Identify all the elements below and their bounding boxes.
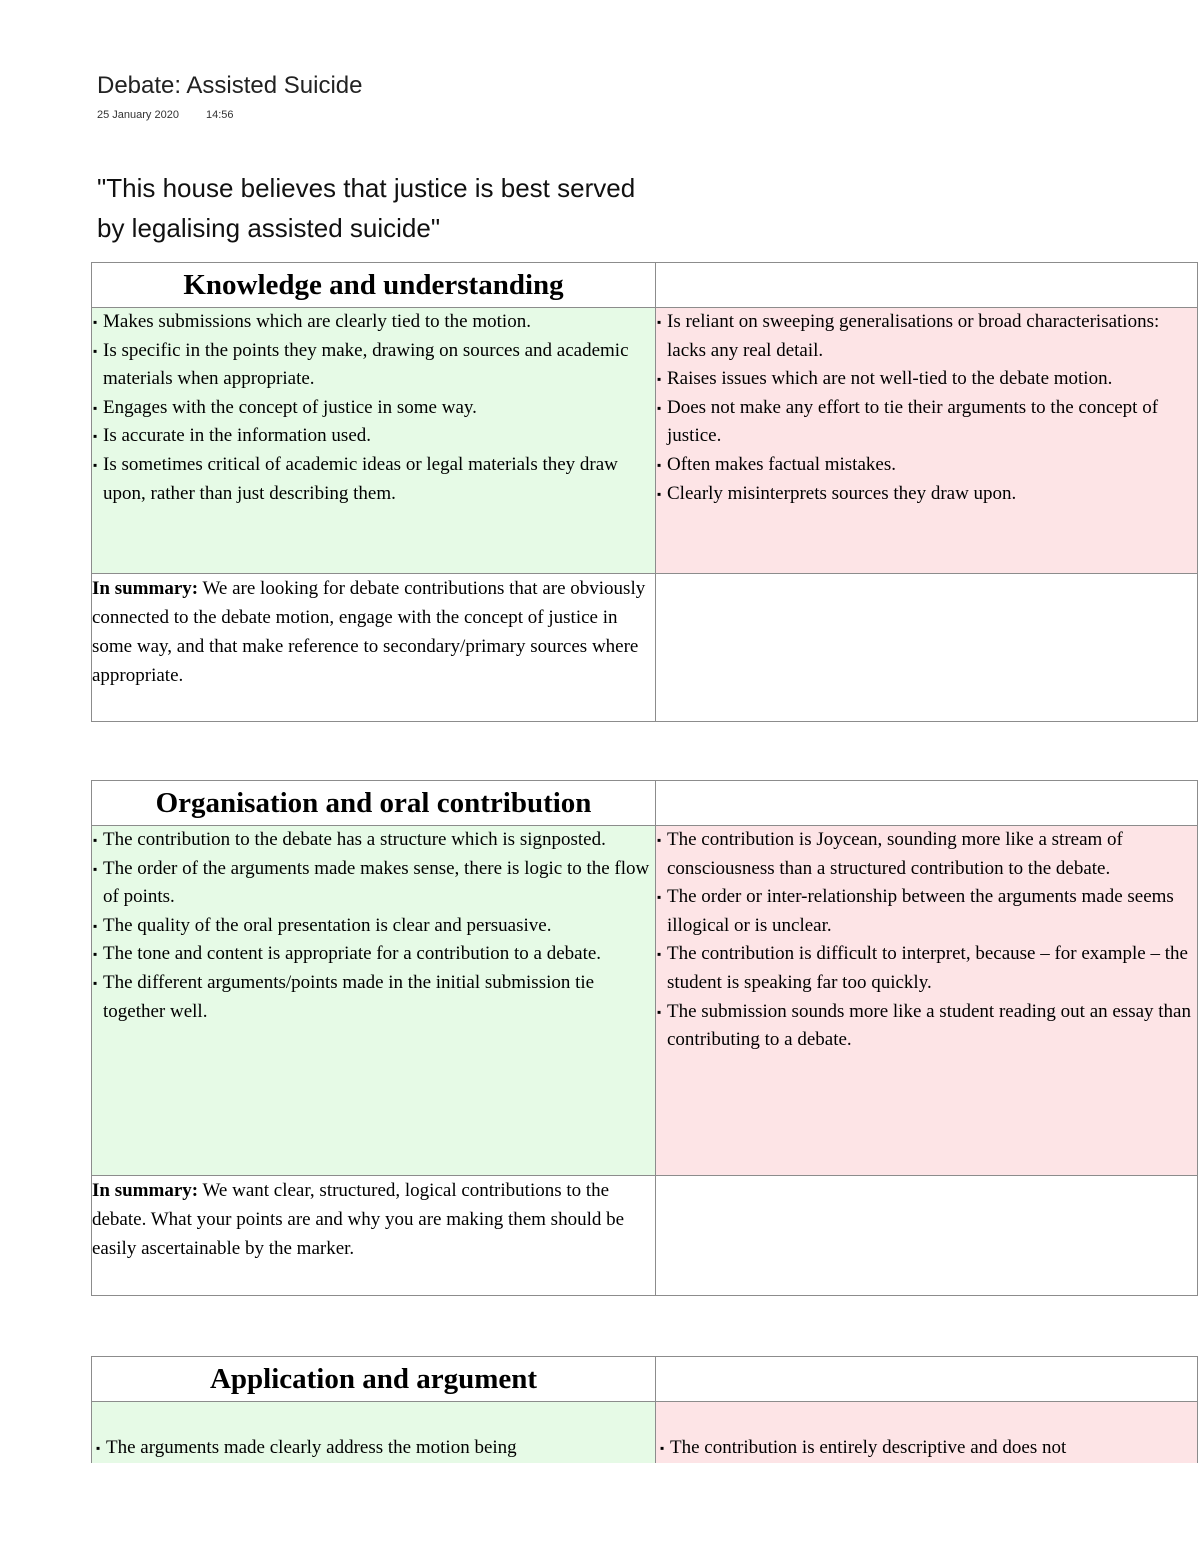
list-item: ▪ Clearly misinterprets sources they draw upon.: [656, 480, 1197, 509]
list-item: ▪ The order of the arguments made makes sense, there is logic to the flow of points.: [92, 855, 655, 912]
rubric-table-application: [91, 1356, 1198, 1472]
motion-line-2: by legalising assisted suicide": [97, 213, 441, 243]
list-item: ▪ Is accurate in the information used.: [92, 422, 655, 451]
page-date: 25 January 2020: [97, 109, 179, 121]
empty-header-cell: [656, 781, 1198, 826]
empty-header-cell: [656, 263, 1198, 308]
summary-label: In summary:: [92, 1180, 199, 1201]
list-item: ▪ Is sometimes critical of academic ideas or legal materials they draw upon, rather than just describing them.: [92, 451, 655, 508]
page-bottom-margin: [0, 1463, 1200, 1553]
list-item: ▪ The contribution to the debate has a structure which is signposted.: [92, 826, 655, 855]
page-time: 14:56: [206, 109, 234, 121]
summary-text: We are looking for debate contributions that are obviously connected to the debate motion, engage with the concept of justice in some way, and that make reference to secondary/primary sources where appropriate.: [92, 578, 646, 686]
bad-criteria-list: [656, 308, 1197, 508]
empty-summary-cell: [656, 1176, 1198, 1296]
list-item: ▪ The order or inter-relationship between the arguments made seems illogical or is unclear.: [656, 883, 1197, 940]
list-item: ▪ The contribution is Joycean, sounding more like a stream of consciousness than a structured contribution to the debate.: [656, 826, 1197, 883]
list-item: ▪ The different arguments/points made in the initial submission tie together well.: [92, 969, 655, 1026]
empty-header-cell: [656, 1357, 1198, 1402]
page-title: Debate: Assisted Suicide: [97, 72, 363, 99]
bad-criteria-list: [659, 1434, 1193, 1463]
list-item: ▪ Is specific in the points they make, drawing on sources and academic materials when appropriate.: [92, 337, 655, 394]
list-item: ▪ The quality of the oral presentation is clear and persuasive.: [92, 912, 655, 941]
empty-summary-cell: [656, 574, 1198, 722]
good-criteria-cell: [92, 826, 656, 1176]
summary-text: We want clear, structured, logical contributions to the debate. What your points are and why you are making them should be easily ascertainable by the marker.: [92, 1180, 625, 1259]
list-item: ▪ The submission sounds more like a student reading out an essay than contributing to a debate.: [656, 998, 1197, 1055]
bad-criteria-cell: [656, 308, 1198, 574]
rubric-table-organisation: [91, 780, 1198, 1296]
good-criteria-list: [92, 826, 655, 1026]
list-item: ▪ The contribution is difficult to interpret, because – for example – the student is speaking far too quickly.: [656, 940, 1197, 997]
section-heading: Knowledge and understanding: [92, 263, 656, 308]
list-item: ▪ Is reliant on sweeping generalisations or broad characterisations: lacks any real detail.: [656, 308, 1197, 365]
list-item: ▪ Often makes factual mistakes.: [656, 451, 1197, 480]
good-criteria-cell: [92, 1402, 656, 1472]
list-item: ▪ Raises issues which are not well-tied to the debate motion.: [656, 365, 1197, 394]
bad-criteria-cell: [656, 1402, 1198, 1472]
good-criteria-cell: [92, 308, 656, 574]
list-item: ▪ The tone and content is appropriate for a contribution to a debate.: [92, 940, 655, 969]
good-criteria-list: [92, 308, 655, 508]
summary-cell: [92, 574, 656, 722]
rubric-table-knowledge: [91, 262, 1198, 722]
list-item: ▪ Makes submissions which are clearly tied to the motion.: [92, 308, 655, 337]
good-criteria-list: [95, 1434, 651, 1463]
summary-cell: [92, 1176, 656, 1296]
list-item: ▪ Engages with the concept of justice in some way.: [92, 394, 655, 423]
list-item: ▪ Does not make any effort to tie their arguments to the concept of justice.: [656, 394, 1197, 451]
summary-label: In summary:: [92, 578, 199, 599]
motion-line-1: "This house believes that justice is best served: [97, 173, 636, 203]
bad-criteria-cell: [656, 826, 1198, 1176]
debate-motion: [97, 168, 737, 248]
page-meta: [97, 109, 258, 121]
bad-criteria-list: [656, 826, 1197, 1055]
section-heading: Application and argument: [92, 1357, 656, 1402]
section-heading: Organisation and oral contribution: [92, 781, 656, 826]
list-item: ▪ The contribution is entirely descriptive and does not: [659, 1434, 1193, 1463]
list-item: ▪ The arguments made clearly address the motion being: [95, 1434, 651, 1463]
